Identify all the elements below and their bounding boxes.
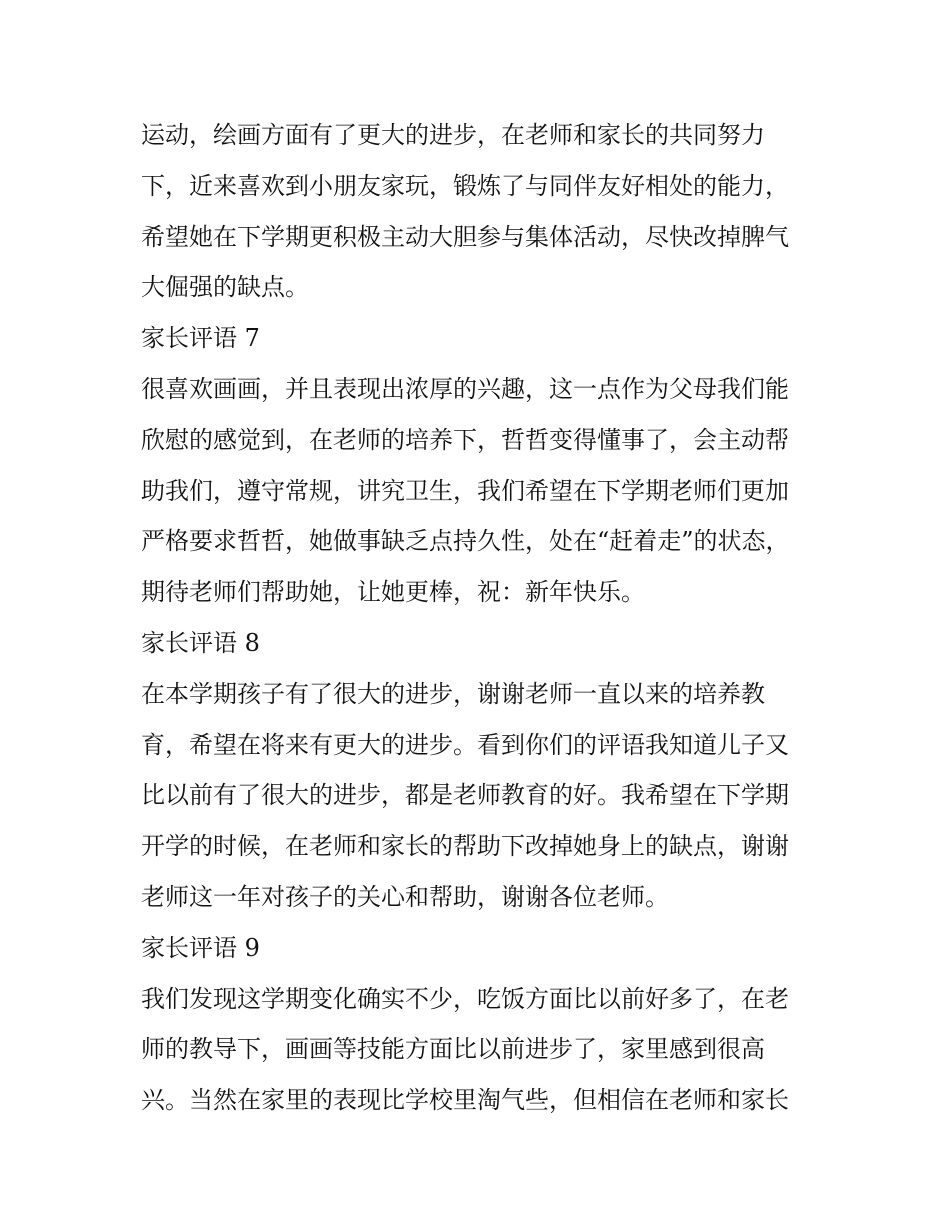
paragraph-line: 大倔强的缺点。 xyxy=(141,273,309,302)
paragraph-line: 兴。当然在家里的表现比学校里淘气些，但相信在老师和家长 xyxy=(141,1086,789,1115)
paragraph-line: 育，希望在将来有更大的进步。看到你们的评语我知道儿子又 xyxy=(141,730,789,759)
paragraph-line: 我们发现这学期变化确实不少，吃饭方面比以前好多了，在老 xyxy=(141,984,789,1013)
paragraph-line: 下，近来喜欢到小朋友家玩，锻炼了与同伴友好相处的能力， xyxy=(141,171,789,200)
paragraph-line: 在本学期孩子有了很大的进步，谢谢老师一直以来的培养教 xyxy=(141,679,765,708)
section-heading: 家长评语 9 xyxy=(141,933,260,962)
paragraph-line: 助我们，遵守常规，讲究卫生，我们希望在下学期老师们更加 xyxy=(141,476,789,505)
paragraph-line: 开学的时候，在老师和家长的帮助下改掉她身上的缺点，谢谢 xyxy=(141,832,789,861)
paragraph-line: 比以前有了很大的进步，都是老师教育的好。我希望在下学期 xyxy=(141,781,789,810)
section-heading: 家长评语 8 xyxy=(141,628,260,657)
paragraph-line: 欣慰的感觉到，在老师的培养下，哲哲变得懂事了，会主动帮 xyxy=(141,425,789,454)
paragraph-line: 老师这一年对孩子的关心和帮助，谢谢各位老师。 xyxy=(141,882,669,911)
paragraph-line: 期待老师们帮助她，让她更棒，祝：新年快乐。 xyxy=(141,578,645,607)
paragraph-line: 运动，绘画方面有了更大的进步，在老师和家长的共同努力 xyxy=(141,121,765,149)
paragraph-line: 希望她在下学期更积极主动大胆参与集体活动，尽快改掉脾气 xyxy=(141,222,789,251)
document-page xyxy=(141,110,821,1126)
section-heading: 家长评语 7 xyxy=(141,324,260,353)
paragraph-line: 严格要求哲哲，她做事缺乏点持久性，处在“赶着走”的状态， xyxy=(141,527,790,556)
paragraph-line: 很喜欢画画，并且表现出浓厚的兴趣，这一点作为父母我们能 xyxy=(141,374,789,403)
paragraph-line: 师的教导下，画画等技能方面比以前进步了，家里感到很高 xyxy=(141,1035,765,1064)
